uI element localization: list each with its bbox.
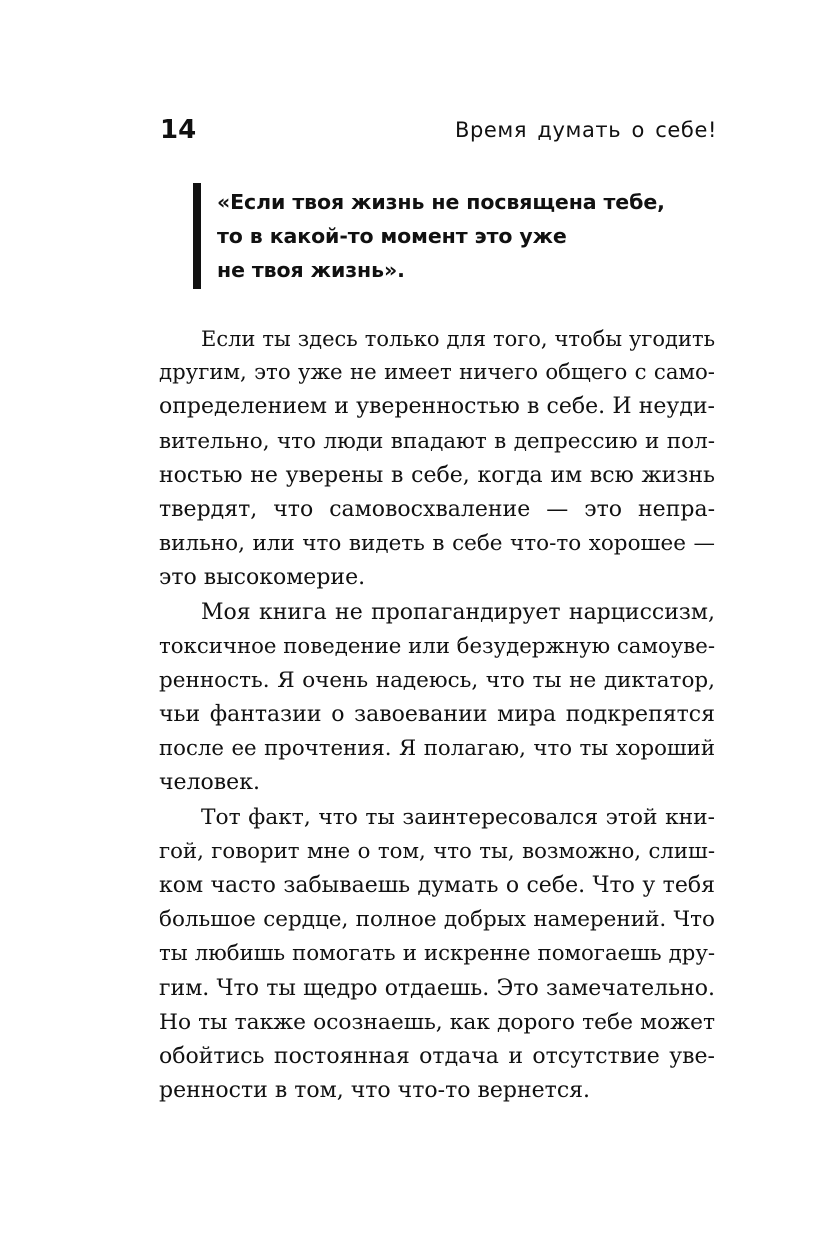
- page-number: 14: [160, 115, 197, 145]
- text-line: ты любишь помогать и искренне помогаешь дру-: [159, 941, 715, 967]
- text-line: это высокомерие.: [159, 565, 366, 591]
- text-line: большое сердце, полное добрых намерений. Что: [159, 907, 715, 933]
- text-line: ностью не уверены в себе, когда им всю жизнь: [159, 462, 715, 488]
- text-line: другим, это уже не имеет ничего общего с само-: [159, 360, 715, 386]
- paragraph-2: [159, 596, 715, 801]
- text-line: обойтись постоянная отдача и отсутствие уве-: [159, 1043, 715, 1069]
- text-line: токсичное поведение или безудержную самоуве-: [159, 633, 715, 659]
- paragraph-1: [159, 322, 715, 596]
- epigraph-quote: [193, 183, 737, 289]
- text-line: ренность. Я очень надеюсь, что ты не диктатор,: [159, 667, 715, 693]
- text-line: Моя книга не пропагандирует нарциссизм,: [201, 599, 715, 625]
- paragraph-3: [159, 801, 715, 1109]
- quote-line: не твоя жизнь».: [217, 258, 405, 282]
- text-line: после ее прочтения. Я полагаю, что ты хороший: [159, 736, 715, 762]
- text-line: человек.: [159, 770, 260, 796]
- text-line: Если ты здесь только для того, чтобы угодить: [201, 327, 715, 351]
- text-line: Но ты также осознаешь, как дорого тебе может: [159, 1009, 715, 1035]
- running-title: Время думать о себе!: [454, 118, 717, 142]
- quote-line: то в какой-то момент это уже: [217, 224, 567, 248]
- text-line: твердят, что самовосхваление — это непра-: [159, 496, 715, 522]
- text-line: чьи фантазии о завоевании мира подкрепятся: [159, 702, 715, 728]
- body-text: [159, 322, 715, 1108]
- text-line: определением и уверенностью в себе. И неуди-: [159, 394, 715, 420]
- text-line: вительно, что люди впадают в депрессию и пол-: [159, 428, 715, 454]
- text-line: гим. Что ты щедро отдаешь. Это замечательно.: [159, 975, 715, 1001]
- quote-line: «Если твоя жизнь не посвящена тебе,: [217, 190, 665, 214]
- text-line: Тот факт, что ты заинтересовался этой кни-: [201, 804, 715, 830]
- text-line: вильно, или что видеть в себе что-то хорошее —: [159, 531, 715, 557]
- text-line: гой, говорит мне о том, что ты, возможно, слиш-: [159, 838, 715, 864]
- text-line: ком часто забываешь думать о себе. Что у тебя: [159, 873, 715, 898]
- text-line: ренности в том, что что-то вернется.: [159, 1078, 591, 1104]
